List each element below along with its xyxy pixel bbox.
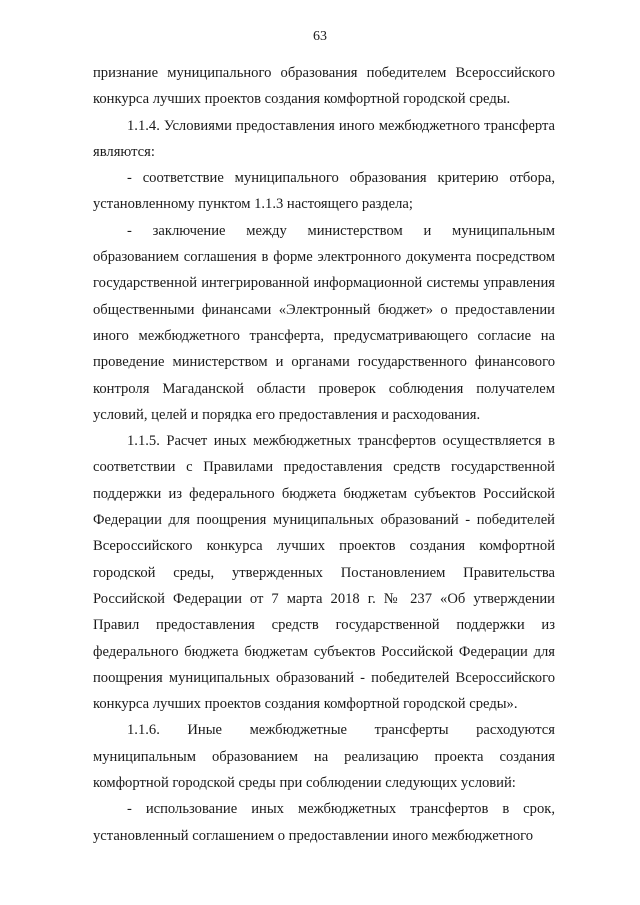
document-body xyxy=(93,60,555,849)
paragraph-clause-1-1-4: 1.1.4. Условиями предоставления иного межбюджетного трансферта являются: xyxy=(93,117,555,160)
list-item-criteria-compliance: - соответствие муниципального образования критерию отбора, установленному пунктом 1.1.3 настоящего раздела; xyxy=(93,170,555,213)
list-item-agreement: - заключение между министерством и муниципальным образованием соглашения в форме электронного документа посредством государственной интегрированной информационной системы управления общественными финансами «Электронный бюджет» о предоставлении иного межбюджетного трансферта, предусматривающего согласие на проведение министерством и органами государственного финансового контроля Магаданской области проверок соблюдения получателем условий, целей и порядка его предоставления и расходования. xyxy=(93,222,555,423)
page-number: 63 xyxy=(313,29,327,44)
paragraph-clause-1-1-6: 1.1.6. Иные межбюджетные трансферты расходуются муниципальным образованием на реализацию проекта создания комфортной городской среды при соблюдении следующих условий: xyxy=(93,722,555,792)
paragraph-clause-1-1-5: 1.1.5. Расчет иных межбюджетных трансфертов осуществляется в соответствии с Правилами предоставления средств государственной поддержки из федерального бюджета бюджетам субъектов Российской Федерации для поощрения муниципальных образований - победителей Всероссийского конкурса лучших проектов создания комфортной городской среды, утвержденных Постановлением Правительства Российской Федерации от 7 марта 2018 г. № 237 «Об утверждении Правил предоставления средств государственной поддержки из федерального бюджета бюджетам субъектов Российской Федерации для поощрения муниципальных образований - победителей Всероссийского конкурса лучших проектов создания комфортной городской среды». xyxy=(93,433,555,713)
list-item-usage-term: - использование иных межбюджетных трансфертов в срок, установленный соглашением о предоставлении иного межбюджетного xyxy=(93,801,555,844)
paragraph-continuation: признание муниципального образования победителем Всероссийского конкурса лучших проектов создания комфортной городской среды. xyxy=(93,65,555,108)
